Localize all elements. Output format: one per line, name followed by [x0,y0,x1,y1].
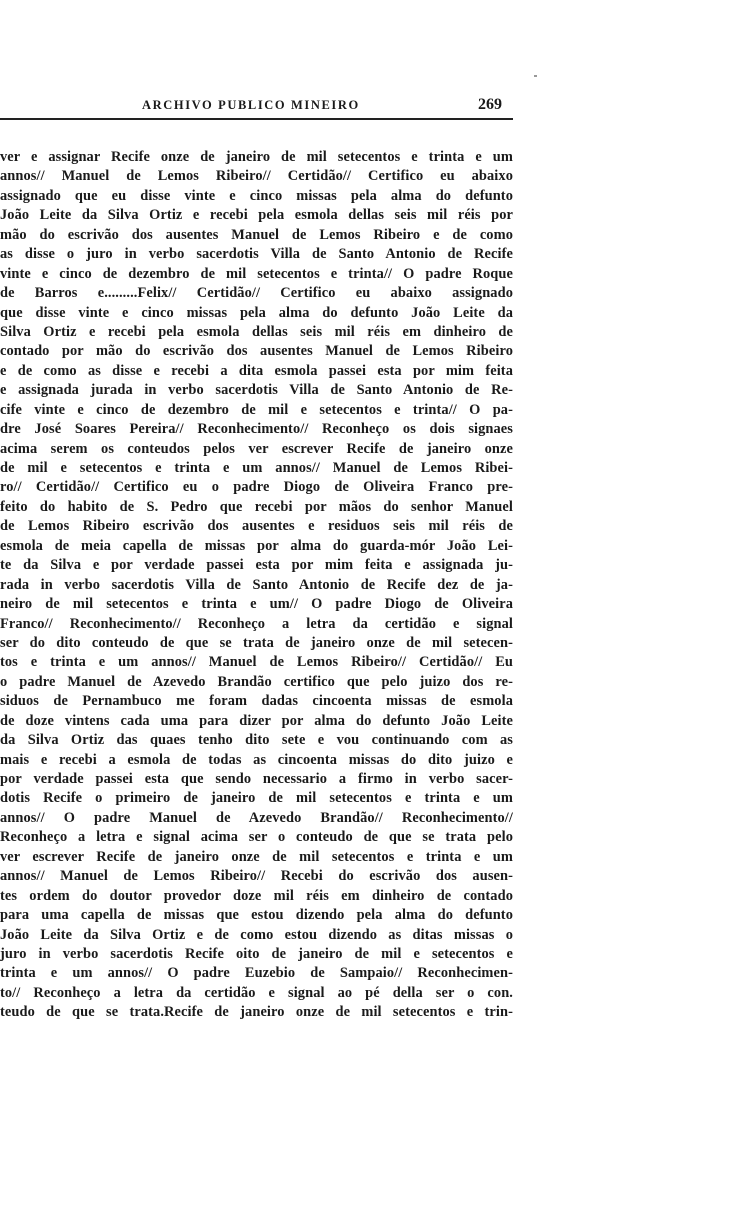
text-line: contado por mão do escrivão dos ausentes Manuel de Lemos Ribeiro [0,343,513,360]
text-line: feito do habito de S. Pedro que recebi por mãos do senhor Manuel [0,498,513,515]
text-line: ver e assignar Recife onze de janeiro de mil setecentos e trinta e um [0,149,513,165]
text-line: o padre Manuel de Azevedo Brandão certifico que pelo juizo dos re- [0,673,513,690]
text-line: annos// Manuel de Lemos Ribeiro// Recebi do escrivão dos ausen- [0,868,513,885]
text-line: ver escrever Recife de janeiro onze de mil setecentos e trinta e um [0,848,513,865]
text-line: te da Silva e por verdade passei esta por mim feita e assignada ju- [0,557,513,574]
running-title: ARCHIVO PUBLICO MINEIRO [142,98,360,112]
text-line: de mil e setecentos e trinta e um annos// Manuel de Lemos Ribei- [0,460,513,476]
text-line: acima serem os conteudos pelos ver escrever Recife de janeiro onze [0,440,513,457]
text-line: trinta e um annos// O padre Euzebio de Sampaio// Reconhecimen- [0,965,513,982]
text-line: dotis Recife o primeiro de janeiro de mil setecentos e trinta e um [0,790,513,807]
text-line: to// Reconheço a letra da certidão e signal ao pé della ser o con. [0,984,513,1001]
text-line: assignado que eu disse vinte e cinco missas pela alma do defunto [0,187,513,204]
text-line: mais e recebi a esmola de todas as cincoenta missas do dito juizo e [0,751,513,768]
text-line: de Lemos Ribeiro escrivão dos ausentes e residuos seis mil réis de [0,518,513,535]
text-line: teudo de que se trata.Recife de janeiro onze de mil setecentos e trin- [0,1004,513,1021]
text-line: tos e trinta e um annos// Manuel de Lemos Ribeiro// Certidão// Eu [0,654,513,671]
text-line: dre José Soares Pereira// Reconhecimento// Reconheço os dois signaes [0,421,513,438]
page-number: 269 [478,96,502,113]
text-line: e de como as disse e recebi a dita esmola passei esta por mim feita [0,362,513,379]
header-rule [0,118,513,120]
text-line: João Leite da Silva Ortiz e de como estou dizendo as ditas missas o [0,926,513,943]
text-line: cife vinte e cinco de dezembro de mil e setecentos e trinta// O pa- [0,401,513,418]
text-line: da Silva Ortiz das quaes tenho dito sete e vou continuando com as [0,732,513,749]
text-line: rada in verbo sacerdotis Villa de Santo Antonio de Recife dez de ja- [0,576,513,593]
text-line: de Barros e.........Felix// Certidão// Certifico eu abaixo assignado [0,285,513,302]
text-line: para uma capella de missas que estou dizendo pela alma do defunto [0,907,513,924]
text-line: esmola de meia capella de missas por alma do guarda-mór João Lei- [0,537,513,554]
text-line: Silva Ortiz e recebi pela esmola dellas seis mil réis em dinheiro de [0,323,513,340]
text-line: que disse vinte e cinco missas pela alma do defunto João Leite da [0,304,513,321]
page-header [0,96,515,118]
text-line: e assignada jurada in verbo sacerdotis Villa de Santo Antonio de Re- [0,382,513,399]
paper-speck [534,75,537,77]
text-line: annos// Manuel de Lemos Ribeiro// Certidão// Certifico eu abaixo [0,168,513,185]
text-line: tes ordem do doutor provedor doze mil réis em dinheiro de contado [0,887,513,904]
text-line: vinte e cinco de dezembro de mil setecentos e trinta// O padre Roque [0,265,513,282]
text-line: por verdade passei esta que sendo necessario a firmo in verbo sacer- [0,771,513,787]
text-line: Franco// Reconhecimento// Reconheço a letra da certidão e signal [0,615,513,632]
text-line: João Leite da Silva Ortiz e recebi pela esmola dellas seis mil réis por [0,207,513,224]
text-line: ser do dito conteudo de que se trata de janeiro onze de mil setecen- [0,634,513,651]
text-line: de doze vintens cada uma para dizer por alma do defunto João Leite [0,712,513,729]
text-line: Reconheço a letra e signal acima ser o conteudo de que se trata pelo [0,829,513,846]
text-line: mão do escrivão dos ausentes Manuel de Lemos Ribeiro e de como [0,226,513,243]
text-line: neiro de mil setecentos e trinta e um// O padre Diogo de Oliveira [0,596,513,613]
text-line: juro in verbo sacerdotis Recife oito de janeiro de mil e setecentos e [0,945,513,962]
text-line: as disse o juro in verbo sacerdotis Villa de Santo Antonio de Recife [0,246,513,263]
text-line: siduos de Pernambuco me foram dadas cincoenta missas de esmola [0,693,513,710]
text-line: annos// O padre Manuel de Azevedo Brandão// Reconhecimento// [0,809,513,826]
text-line: ro// Certidão// Certifico eu o padre Diogo de Oliveira Franco pre- [0,479,513,496]
body-text [0,148,513,1023]
